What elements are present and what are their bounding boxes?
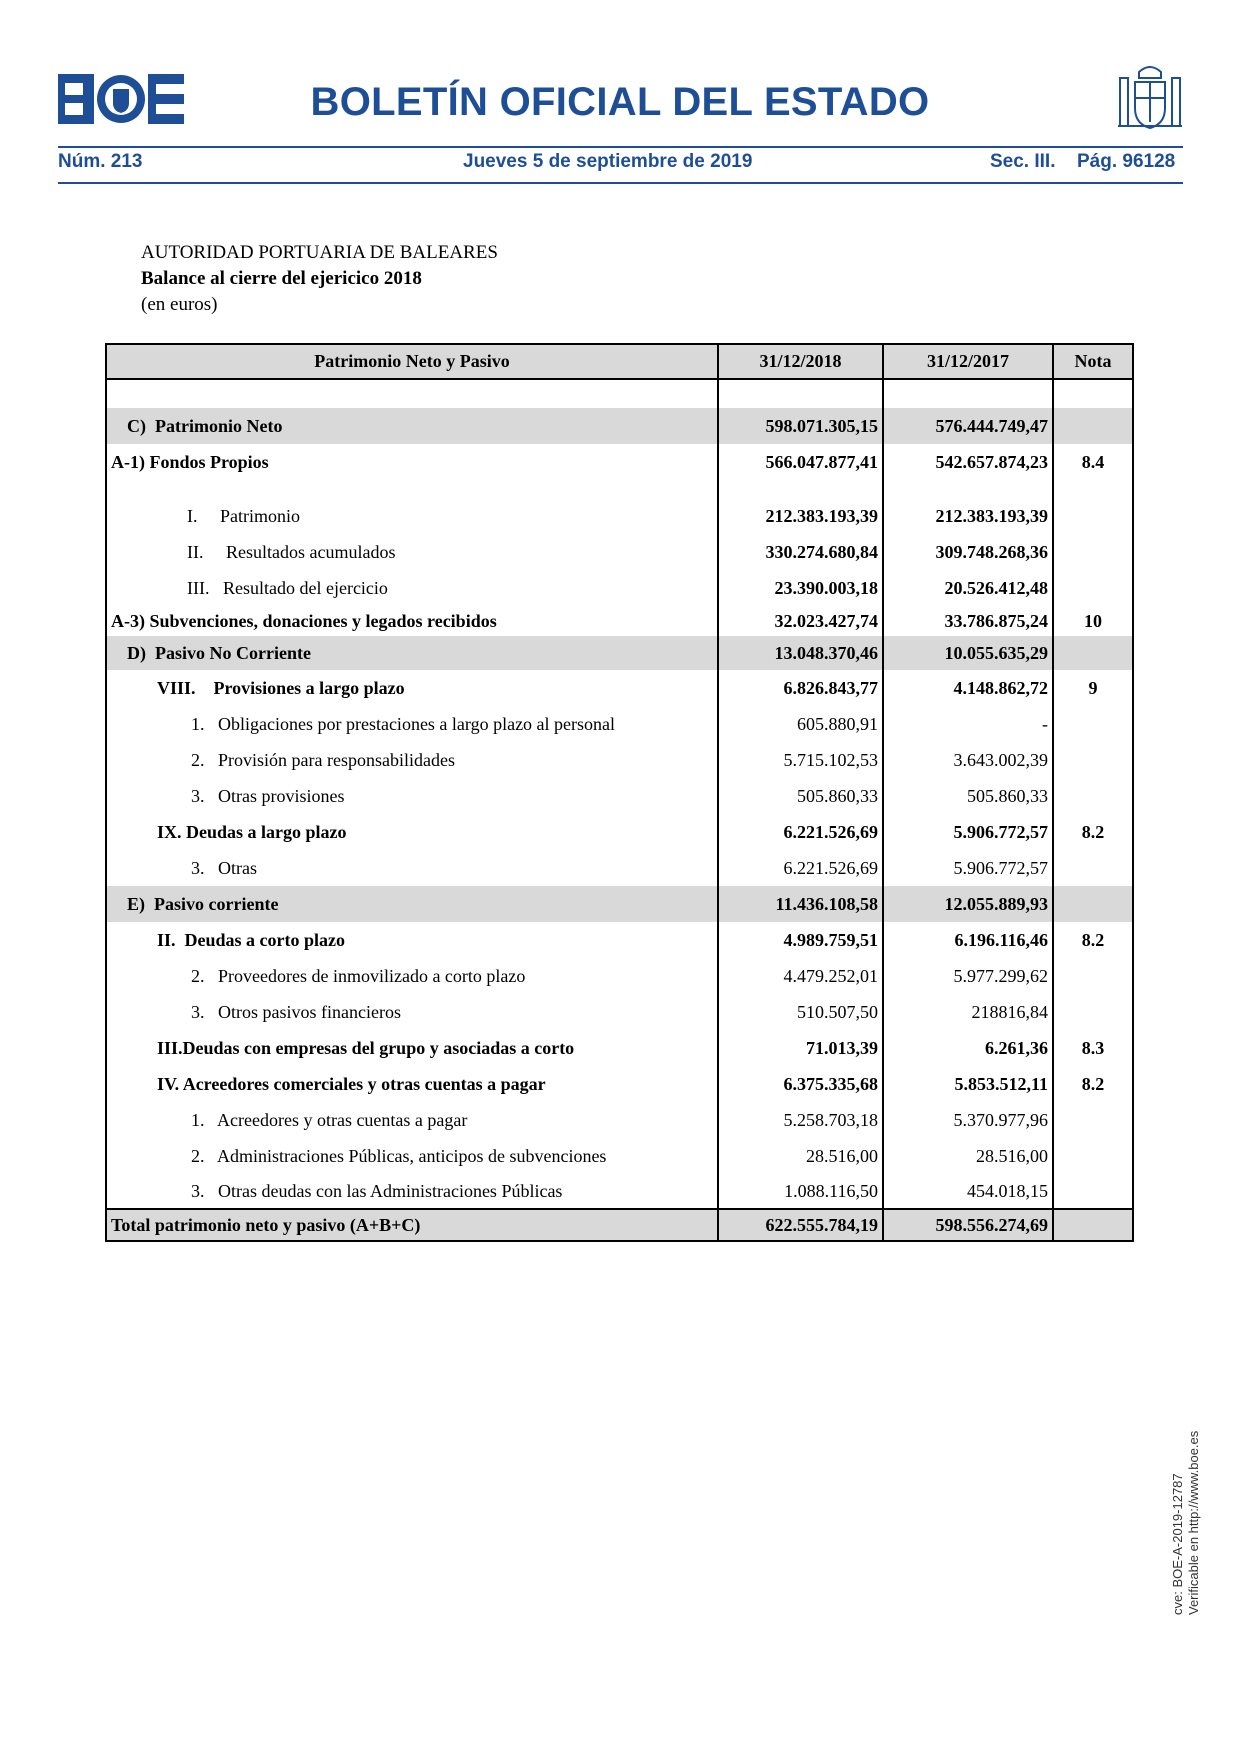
section-label: Sec. III.	[990, 151, 1056, 172]
row-label: 3. Otras	[106, 850, 718, 886]
row-label: 1. Obligaciones por prestaciones a largo plazo al personal	[106, 706, 718, 742]
value-2018: 6.221.526,69	[718, 850, 883, 886]
note-ref: 8.2	[1053, 814, 1133, 850]
row-label: IV. Acreedores comerciales y otras cuentas a pagar	[106, 1066, 718, 1102]
note-ref	[1053, 570, 1133, 606]
row-label: 2. Administraciones Públicas, anticipos de subvenciones	[106, 1138, 718, 1174]
table-row	[106, 570, 1133, 606]
note-ref	[1053, 778, 1133, 814]
total-2017: 598.556.274,69	[883, 1209, 1053, 1241]
value-2017: 218816,84	[883, 994, 1053, 1030]
value-2018: 11.436.108,58	[718, 886, 883, 922]
value-2017: 454.018,15	[883, 1174, 1053, 1209]
balance-table	[105, 343, 1134, 1242]
table-row	[106, 1138, 1133, 1174]
value-2017	[883, 480, 1053, 498]
value-2017: 20.526.412,48	[883, 570, 1053, 606]
bulletin-title: BOLETÍN OFICIAL DEL ESTADO	[310, 80, 930, 124]
row-label: 1. Acreedores y otras cuentas a pagar	[106, 1102, 718, 1138]
value-2018: 5.258.703,18	[718, 1102, 883, 1138]
table-row	[106, 1102, 1133, 1138]
value-2017: 5.853.512,11	[883, 1066, 1053, 1102]
value-2017: 309.748.268,36	[883, 534, 1053, 570]
value-2017: 5.906.772,57	[883, 814, 1053, 850]
value-2017: 3.643.002,39	[883, 742, 1053, 778]
note-ref	[1053, 886, 1133, 922]
value-2018: 4.479.252,01	[718, 958, 883, 994]
coat-of-arms-icon	[1117, 62, 1183, 134]
value-2018: 4.989.759,51	[718, 922, 883, 958]
note-ref	[1053, 742, 1133, 778]
row-label: 2. Provisión para responsabilidades	[106, 742, 718, 778]
table-row	[106, 670, 1133, 706]
value-2017: 542.657.874,23	[883, 444, 1053, 480]
value-2017: 5.370.977,96	[883, 1102, 1053, 1138]
units-note: (en euros)	[141, 294, 218, 315]
value-2017	[883, 379, 1053, 408]
value-2017: 6.196.116,46	[883, 922, 1053, 958]
note-ref: 8.2	[1053, 922, 1133, 958]
note-ref	[1053, 498, 1133, 534]
note-ref	[1053, 1174, 1133, 1209]
total-2018: 622.555.784,19	[718, 1209, 883, 1241]
entity-name: AUTORIDAD PORTUARIA DE BALEARES	[141, 242, 498, 263]
note-ref	[1053, 850, 1133, 886]
value-2018: 1.088.116,50	[718, 1174, 883, 1209]
cve-code: cve: BOE-A-2019-12787	[1170, 1473, 1185, 1615]
table-row	[106, 922, 1133, 958]
value-2018: 28.516,00	[718, 1138, 883, 1174]
note-ref: 10	[1053, 606, 1133, 636]
table-row	[106, 850, 1133, 886]
value-2018: 505.860,33	[718, 778, 883, 814]
value-2018: 510.507,50	[718, 994, 883, 1030]
table-row	[106, 444, 1133, 480]
table-row	[106, 480, 1133, 498]
value-2017: 5.977.299,62	[883, 958, 1053, 994]
row-label: VIII. Provisiones a largo plazo	[106, 670, 718, 706]
value-2018: 212.383.193,39	[718, 498, 883, 534]
value-2018: 5.715.102,53	[718, 742, 883, 778]
verification-note	[1170, 1431, 1202, 1615]
table-row	[106, 379, 1133, 408]
value-2018: 13.048.370,46	[718, 636, 883, 670]
value-2018: 598.071.305,15	[718, 408, 883, 444]
boe-logo	[58, 74, 184, 124]
column-header: 31/12/2018	[718, 344, 883, 379]
value-2017: 10.055.635,29	[883, 636, 1053, 670]
note-ref	[1053, 958, 1133, 994]
table-row	[106, 814, 1133, 850]
row-label: A-1) Fondos Propios	[106, 444, 718, 480]
value-2018	[718, 480, 883, 498]
row-label: A-3) Subvenciones, donaciones y legados recibidos	[106, 606, 718, 636]
table-header-row	[106, 344, 1133, 379]
value-2017: 212.383.193,39	[883, 498, 1053, 534]
table-body	[106, 379, 1133, 1241]
value-2018: 566.047.877,41	[718, 444, 883, 480]
row-label: 3. Otras deudas con las Administraciones Públicas	[106, 1174, 718, 1209]
row-label: IX. Deudas a largo plazo	[106, 814, 718, 850]
note-ref	[1053, 534, 1133, 570]
row-label: II. Resultados acumulados	[106, 534, 718, 570]
table-row	[106, 778, 1133, 814]
row-label: 3. Otros pasivos financieros	[106, 994, 718, 1030]
value-2018: 605.880,91	[718, 706, 883, 742]
verify-url: Verificable en http://www.boe.es	[1186, 1430, 1201, 1615]
header-top-rule	[58, 146, 1183, 148]
document-heading	[141, 240, 498, 318]
note-ref: 8.4	[1053, 444, 1133, 480]
note-ref	[1053, 1102, 1133, 1138]
row-label: E) Pasivo corriente	[106, 886, 718, 922]
value-2018: 32.023.427,74	[718, 606, 883, 636]
column-header: Nota	[1053, 344, 1133, 379]
note-ref: 8.3	[1053, 1030, 1133, 1066]
row-label: D) Pasivo No Corriente	[106, 636, 718, 670]
table-row	[106, 1174, 1133, 1209]
column-header: 31/12/2017	[883, 344, 1053, 379]
note-ref: 9	[1053, 670, 1133, 706]
value-2017: 4.148.862,72	[883, 670, 1053, 706]
value-2017: 505.860,33	[883, 778, 1053, 814]
total-label: Total patrimonio neto y pasivo (A+B+C)	[106, 1209, 718, 1241]
row-label: I. Patrimonio	[106, 498, 718, 534]
value-2018: 71.013,39	[718, 1030, 883, 1066]
table-row	[106, 636, 1133, 670]
value-2017: 33.786.875,24	[883, 606, 1053, 636]
note-ref	[1053, 636, 1133, 670]
row-label: C) Patrimonio Neto	[106, 408, 718, 444]
table-row	[106, 1066, 1133, 1102]
table-row	[106, 1030, 1133, 1066]
value-2017: 6.261,36	[883, 1030, 1053, 1066]
table-row	[106, 534, 1133, 570]
note-ref	[1053, 706, 1133, 742]
total-note	[1053, 1209, 1133, 1241]
value-2017: 12.055.889,93	[883, 886, 1053, 922]
issue-number: Núm. 213	[58, 151, 143, 172]
table-row	[106, 408, 1133, 444]
note-ref	[1053, 994, 1133, 1030]
row-label: 3. Otras provisiones	[106, 778, 718, 814]
value-2017: 5.906.772,57	[883, 850, 1053, 886]
row-label: III.Deudas con empresas del grupo y asociadas a corto	[106, 1030, 718, 1066]
total-row	[106, 1209, 1133, 1241]
row-label	[106, 379, 718, 408]
row-label: 2. Proveedores de inmovilizado a corto plazo	[106, 958, 718, 994]
value-2017: 28.516,00	[883, 1138, 1053, 1174]
note-ref	[1053, 480, 1133, 498]
table-row	[106, 994, 1133, 1030]
value-2018: 6.221.526,69	[718, 814, 883, 850]
table-row	[106, 886, 1133, 922]
note-ref	[1053, 1138, 1133, 1174]
issue-date: Jueves 5 de septiembre de 2019	[463, 151, 753, 172]
table-row	[106, 498, 1133, 534]
document-subtitle: Balance al cierre del ejericico 2018	[141, 268, 422, 289]
column-header: Patrimonio Neto y Pasivo	[106, 344, 718, 379]
value-2017: 576.444.749,47	[883, 408, 1053, 444]
value-2017: -	[883, 706, 1053, 742]
table-row	[106, 606, 1133, 636]
note-ref	[1053, 408, 1133, 444]
table-row	[106, 958, 1133, 994]
value-2018	[718, 379, 883, 408]
table-row	[106, 706, 1133, 742]
page-number: Pág. 96128	[1077, 151, 1176, 172]
value-2018: 23.390.003,18	[718, 570, 883, 606]
row-label	[106, 480, 718, 498]
table-row	[106, 742, 1133, 778]
value-2018: 6.826.843,77	[718, 670, 883, 706]
header-bottom-rule	[58, 182, 1183, 184]
note-ref	[1053, 379, 1133, 408]
value-2018: 330.274.680,84	[718, 534, 883, 570]
row-label: II. Deudas a corto plazo	[106, 922, 718, 958]
row-label: III. Resultado del ejercicio	[106, 570, 718, 606]
value-2018: 6.375.335,68	[718, 1066, 883, 1102]
note-ref: 8.2	[1053, 1066, 1133, 1102]
